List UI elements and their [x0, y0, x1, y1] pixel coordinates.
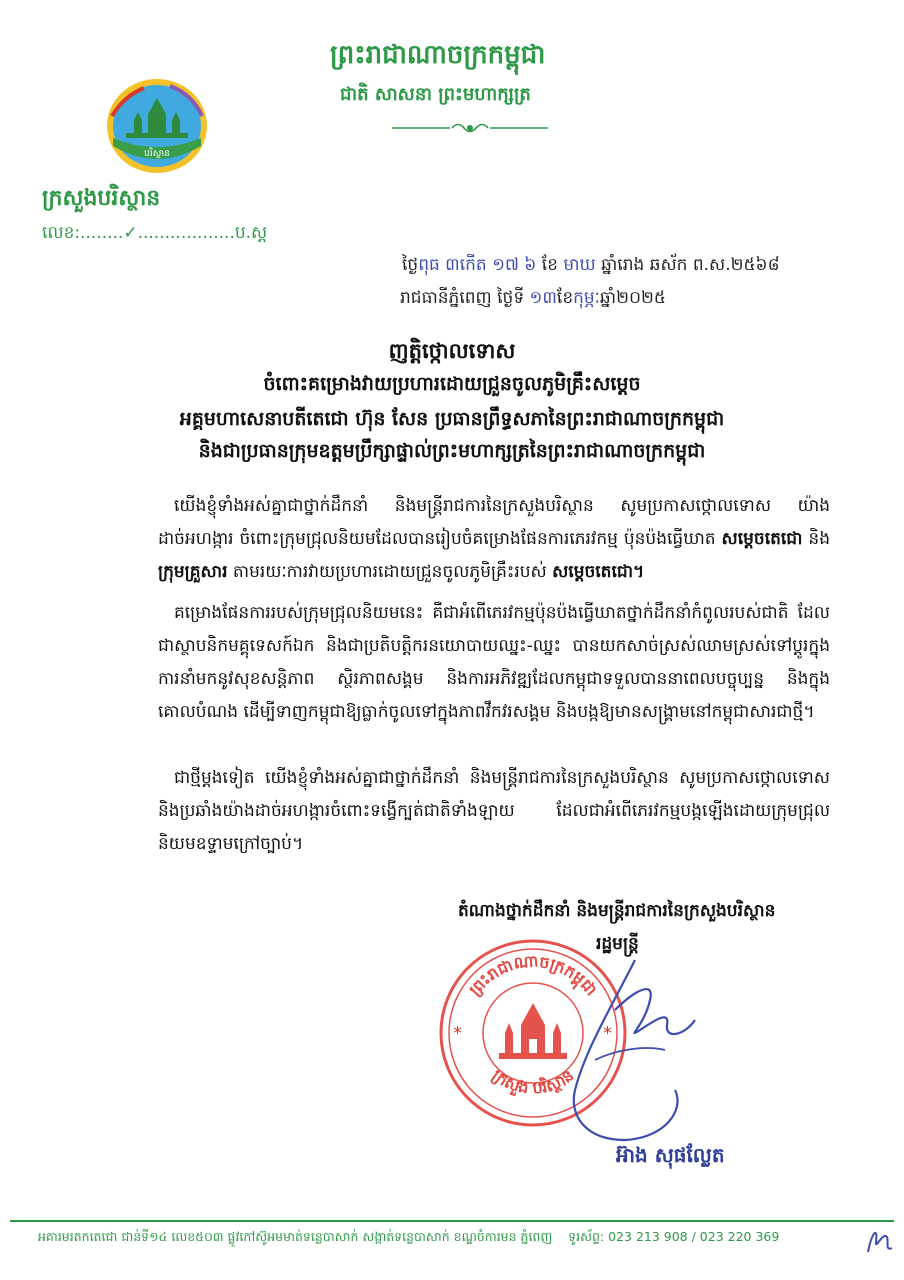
minister-rank: រដ្ឋមន្ត្រី: [596, 934, 639, 954]
footer-phone-label: ទូរស័ព្ទ:: [568, 1229, 605, 1244]
on-behalf-line: តំណាងថ្នាក់ដឹកនាំ និងមន្ត្រីរាជការនៃក្រសួងបរិស្ថាន: [458, 901, 776, 921]
lunar-month-handwritten: មាឃ: [563, 255, 596, 275]
svg-text:*: *: [453, 1023, 462, 1044]
solar-prefix: រាជធានីភ្នំពេញ ថ្ងៃទី: [400, 288, 525, 308]
lunar-year: ឆ្នាំរោង ឆស័ក ព.ស.២៥៦៨: [601, 255, 780, 275]
handwritten-signature-icon: [555, 940, 705, 1150]
ministry-name: ក្រសួងបរិស្ថាន: [42, 186, 161, 211]
title-line-2: ចំពោះគម្រោងវាយប្រហារដោយជ្រួនចូលភូមិគ្រឹះសម្ដេច: [263, 373, 641, 395]
footer-address: អគារមរតកតេជោ ជាន់ទី១៤ លេខ៥០៣ ផ្លូវកៅស៊ូអមមាត់ទន្លេបាសាក់ សង្កាត់ទន្លេបាសាក់ ខណ្ឌចំការមន ភ្នំពេញ: [38, 1229, 553, 1244]
paragraph-1-bold-3: សម្ដេចតេជោ។: [552, 562, 645, 582]
national-motto: ជាតិ សាសនា ព្រះមហាក្សត្រ: [340, 84, 531, 105]
paragraph-2: គម្រោងផែនការរបស់ក្រុមជ្រុលនិយមនេះ គឺជាអំពើភេរវកម្មប៉ុនប៉ងធ្វើឃាតថ្នាក់ដឹកនាំកំពូលរបស់ជាតិ ដែលជាស្ថាបនិកមគ្គុទេសក៍ឯក និងជាប្រតិបត្តិករនយោបាយឈ្នះ-ឈ្នះ បានយកសាច់ស្រស់ឈាមស្រស់ទៅប្ដូរក្នុងការនាំមកនូវសុខសន្តិភាព ស្ថិរភាពសង្គម និងការអភិវឌ្ឍដែលកម្ពុជាទទួលបាននាពេលបច្ចុប្បន្ន និងក្នុងគោលបំណង ដើម្បីទាញកម្ពុជាឱ្យធ្លាក់ចូលទៅក្នុងភាពវឹកវរសង្គម និងបង្កឱ្យមានសង្គ្រាមនៅកម្ពុជាសារជាថ្មី។: [158, 603, 830, 722]
svg-text:*: *: [603, 1023, 612, 1044]
paragraph-1-conjunction: និង: [808, 529, 831, 549]
paragraph-1-text: យើងខ្ញុំទាំងអស់គ្នាជាថ្នាក់ដឹកនាំ និងមន្ត្រីរាជការនៃក្រសួងបរិស្ថាន សូមប្រកាសថ្កោលទោស យ៉ាងដាច់អហង្ការ ចំពោះក្រុមជ្រុលនិយមដែលបានរៀបចំគម្រោងផែនការភេរវកម្ម ប៉ុនប៉ងធ្វើឃាត: [158, 496, 830, 549]
solar-year: ឆ្នាំ២០២៥: [599, 288, 666, 308]
paragraph-1-bold-2: ក្រុមគ្រួសារ: [158, 562, 228, 582]
title-line-3: អគ្គមហាសេនាបតីតេជោ ហ៊ុន សែន ប្រធានព្រឹទ្ធសភានៃព្រះរាជាណាចក្រកម្ពុជា: [179, 408, 725, 430]
footer-contact: [38, 1229, 779, 1248]
minister-name: អ៊ាង សុផល្លែត: [616, 1143, 725, 1167]
lunar-date: [402, 254, 780, 279]
solar-day-handwritten: ១៣: [529, 288, 557, 308]
seal-top-text: ព្រះរាជាណាចក្រកម្ពុជា: [465, 951, 602, 1000]
seal-bottom-text: ក្រសួង បរិស្ថាន: [488, 1065, 578, 1098]
logo-text: បរិស្ថាន: [144, 149, 170, 159]
footer-phone: 023 213 908 / 023 220 369: [608, 1229, 780, 1244]
solar-date: [400, 287, 666, 312]
title-line-4: និងជាប្រធានក្រុមឧត្តមប្រឹក្សាផ្ទាល់ព្រះមហាក្សត្រនៃព្រះរាជាណាចក្រកម្ពុជា: [198, 440, 706, 462]
paragraph-3: ជាថ្មីម្ដងទៀត យើងខ្ញុំទាំងអស់គ្នាជាថ្នាក់ដឹកនាំ និងមន្ត្រីរាជការនៃក្រសួងបរិស្ថាន សូមប្រកាសថ្កោលទោស និងប្រឆាំងយ៉ាងដាច់អហង្ការចំពោះទង្វើក្បត់ជាតិទាំងឡាយ ដែលជាអំពើភេរវកម្មបង្កឡើងដោយក្រុមជ្រុលនិយមឧទ្ទាមក្រៅច្បាប់។: [158, 768, 830, 854]
paragraph-1-text-2: តាមរយៈការវាយប្រហារដោយជ្រួនចូលភូមិគ្រឹះរបស់: [232, 562, 547, 582]
lunar-day-handwritten: ពុធ ៣កើត ១៧ ៦: [418, 255, 537, 275]
reference-number: [42, 222, 267, 247]
petition-title: ញត្តិថ្កោលទោស: [388, 339, 516, 363]
decorative-ornament-icon: [390, 119, 550, 137]
paragraph-1-bold-1: សម្ដេចតេជោ: [721, 529, 803, 549]
reference-label: លេខ:: [42, 223, 81, 243]
handwritten-initial-icon: [862, 1222, 898, 1258]
paragraph-1: [158, 490, 830, 589]
reference-dots: ........✓..................: [80, 223, 235, 243]
solar-month-label: ខែ: [556, 288, 574, 308]
lunar-month-label: ខែ: [541, 255, 558, 275]
lunar-prefix: ថ្ងៃ: [402, 255, 419, 275]
solar-month-handwritten: កុម្ភៈ: [573, 288, 600, 308]
kingdom-heading: ព្រះរាជាណាចក្រកម្ពុជា: [330, 40, 546, 70]
reference-suffix: ប.ស្ត: [234, 223, 268, 243]
footer-divider: [10, 1220, 894, 1222]
ministry-of-environment-logo-icon: [104, 76, 210, 176]
